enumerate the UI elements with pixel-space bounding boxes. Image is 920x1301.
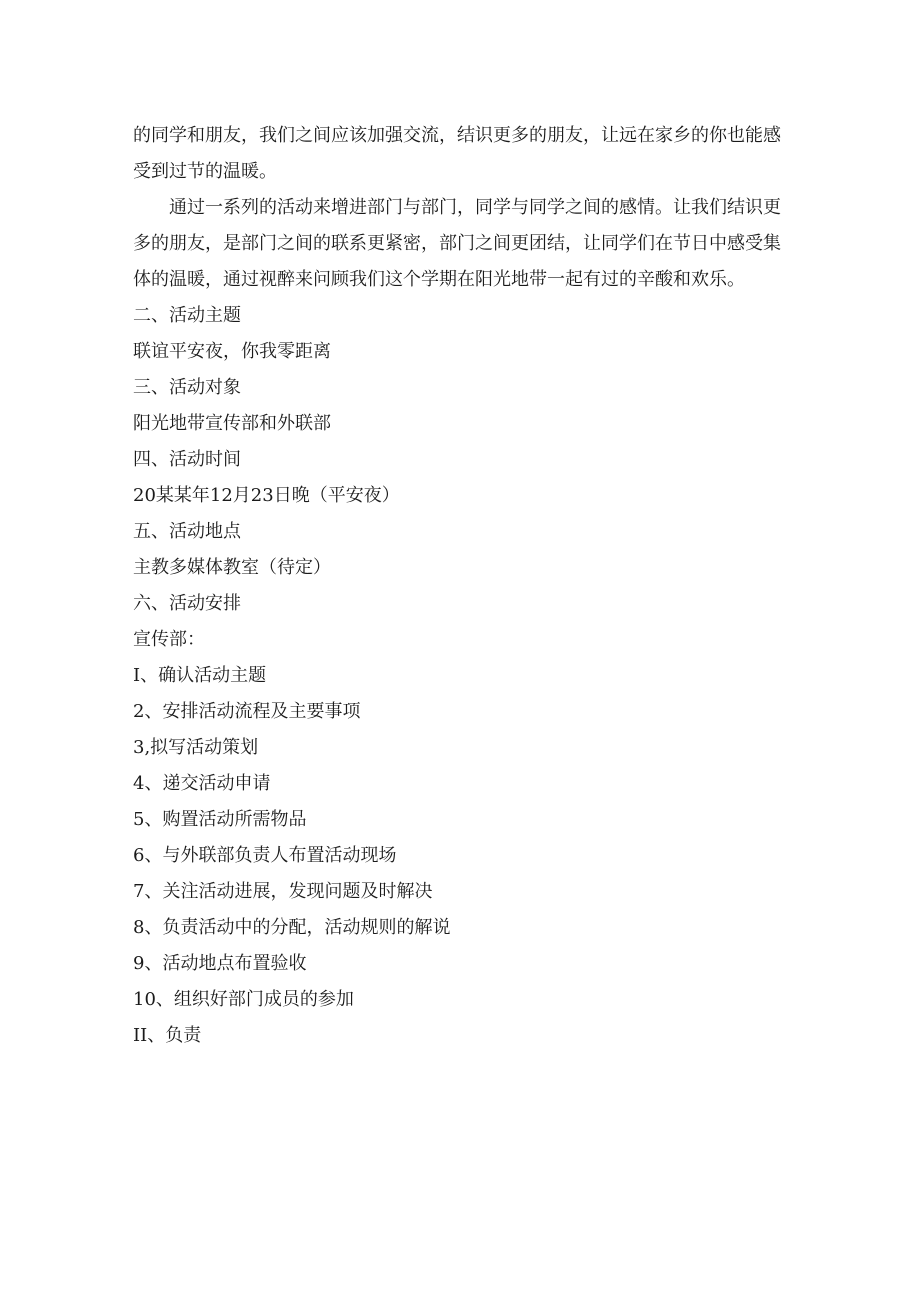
section-place-content: 主教多媒体教室（待定） (133, 557, 331, 578)
publicity-dept-label: 宣传部： (133, 629, 205, 650)
section-time-content: 20某某年12月23日晚（平安夜） (133, 485, 400, 506)
task-item: 8、负责活动中的分配，活动规则的解说 (133, 917, 451, 938)
task-item: 5、购置活动所需物品 (133, 809, 307, 830)
task-item: 4、递交活动申请 (133, 773, 271, 794)
intro-paragraph-1: 的同学和朋友，我们之间应该加强交流，结识更多的朋友，让远在家乡的你也能感受到过节的温暖。 (133, 125, 781, 182)
section-target-heading: 三、活动对象 (133, 377, 241, 398)
section-schedule-heading: 六、活动安排 (133, 593, 241, 614)
task-item: I、确认活动主题 (133, 665, 267, 686)
task-item: II、负责 (133, 1025, 202, 1046)
task-item: 3,拟写活动策划 (133, 737, 259, 758)
task-item: 6、与外联部负责人布置活动现场 (133, 845, 397, 866)
intro-paragraph-2: 通过一系列的活动来增进部门与部门，同学与同学之间的感情。让我们结识更多的朋友，是部门之间的联系更紧密，部门之间更团结，让同学们在节日中感受集体的温暖，通过视醉来问顾我们这个学期在阳光地带一起有过的辛酸和欢乐。 (133, 197, 781, 290)
task-item: 2、安排活动流程及主要事项 (133, 701, 361, 722)
task-item: 9、活动地点布置验收 (133, 953, 307, 974)
section-time-heading: 四、活动时间 (133, 449, 241, 470)
section-target-content: 阳光地带宣传部和外联部 (133, 413, 331, 434)
section-theme-heading: 二、活动主题 (133, 305, 241, 326)
task-item: 10、组织好部门成员的参加 (133, 989, 354, 1010)
section-theme-content: 联谊平安夜，你我零距离 (133, 341, 331, 362)
task-item: 7、关注活动进展，发现问题及时解决 (133, 881, 433, 902)
section-place-heading: 五、活动地点 (133, 521, 241, 542)
document-body (133, 118, 793, 1054)
